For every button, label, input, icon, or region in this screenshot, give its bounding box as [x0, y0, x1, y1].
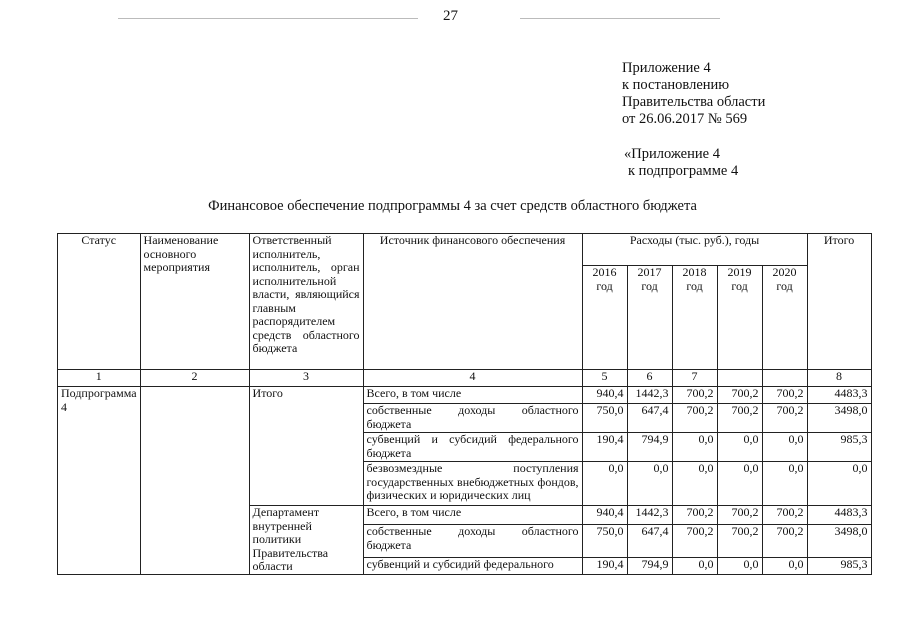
appendix-line-3: Правительства области	[622, 94, 766, 110]
column-number: 7	[672, 370, 717, 387]
header-activity-name: Наименование основного мероприятия	[140, 234, 249, 370]
table-row	[58, 387, 872, 404]
header-funding-source: Источник финансового обеспечения	[363, 234, 582, 370]
total-cell: 985,3	[807, 557, 871, 574]
table-header-row-1	[58, 234, 872, 266]
total-cell: 0,0	[807, 462, 871, 506]
column-number: 4	[363, 370, 582, 387]
value-cell: 750,0	[582, 404, 627, 433]
inner-appendix-line-2: к подпрограмме 4	[628, 163, 739, 179]
value-cell: 700,2	[717, 404, 762, 433]
column-number	[717, 370, 762, 387]
column-number: 2	[140, 370, 249, 387]
appendix-line-1: Приложение 4	[622, 60, 711, 76]
value-cell: 700,2	[672, 525, 717, 558]
header-year: 2020 год	[762, 266, 807, 370]
source-cell: субвенций и субсидий федерального бюджета	[363, 433, 582, 462]
source-cell: собственные доходы областного бюджета	[363, 404, 582, 433]
value-cell: 0,0	[627, 462, 672, 506]
value-cell: 647,4	[627, 525, 672, 558]
value-cell: 0,0	[672, 462, 717, 506]
appendix-line-4: от 26.06.2017 № 569	[622, 111, 748, 127]
value-cell: 700,2	[762, 404, 807, 433]
value-cell: 0,0	[582, 462, 627, 506]
executor-cell: Итого	[249, 387, 363, 506]
column-number: 8	[807, 370, 871, 387]
value-cell: 700,2	[672, 506, 717, 525]
header-expenses: Расходы (тыс. руб.), годы	[582, 234, 807, 266]
document-title: Финансовое обеспечение подпрограммы 4 за счет средств областного бюджета	[208, 198, 697, 214]
source-cell: собственные доходы областного бюджета	[363, 525, 582, 558]
value-cell: 0,0	[672, 557, 717, 574]
column-numbers-row	[58, 370, 872, 387]
value-cell: 1442,3	[627, 387, 672, 404]
appendix-line-2: к постановлению	[622, 77, 730, 93]
value-cell: 700,2	[762, 525, 807, 558]
column-number: 5	[582, 370, 627, 387]
value-cell: 940,4	[582, 506, 627, 525]
header-year: 2016 год	[582, 266, 627, 370]
total-cell: 4483,3	[807, 387, 871, 404]
value-cell: 700,2	[762, 506, 807, 525]
header-status: Статус	[58, 234, 141, 370]
source-cell: Всего, в том числе	[363, 506, 582, 525]
value-cell: 0,0	[762, 462, 807, 506]
column-number: 6	[627, 370, 672, 387]
value-cell: 0,0	[762, 433, 807, 462]
value-cell: 700,2	[762, 387, 807, 404]
value-cell: 700,2	[717, 506, 762, 525]
value-cell: 0,0	[717, 462, 762, 506]
value-cell: 0,0	[762, 557, 807, 574]
value-cell: 940,4	[582, 387, 627, 404]
total-cell: 985,3	[807, 433, 871, 462]
value-cell: 1442,3	[627, 506, 672, 525]
financing-table	[57, 233, 872, 575]
header-year: 2019 год	[717, 266, 762, 370]
value-cell: 794,9	[627, 433, 672, 462]
column-number	[762, 370, 807, 387]
scan-artifact-line-right	[520, 18, 720, 19]
value-cell: 700,2	[717, 387, 762, 404]
inner-appendix-block	[624, 146, 738, 180]
source-cell: безвозмездные поступления государственных внебюджетных фондов, физических и юридических лиц	[363, 462, 582, 506]
value-cell: 190,4	[582, 557, 627, 574]
source-cell: субвенций и субсидий федерального	[363, 557, 582, 574]
appendix-block	[622, 60, 765, 128]
activity-name-cell	[140, 387, 249, 575]
value-cell: 0,0	[717, 557, 762, 574]
column-number: 1	[58, 370, 141, 387]
scan-artifact-line	[118, 18, 418, 19]
header-year: 2017 год	[627, 266, 672, 370]
header-total: Итого	[807, 234, 871, 370]
value-cell: 0,0	[717, 433, 762, 462]
value-cell: 700,2	[717, 525, 762, 558]
value-cell: 0,0	[672, 433, 717, 462]
value-cell: 794,9	[627, 557, 672, 574]
value-cell: 700,2	[672, 387, 717, 404]
header-executor: Ответственный исполнитель, исполнитель, орган исполнительной власти, являющийся главным распорядителем средств областного бюджета	[249, 234, 363, 370]
value-cell: 647,4	[627, 404, 672, 433]
source-cell: Всего, в том числе	[363, 387, 582, 404]
total-cell: 4483,3	[807, 506, 871, 525]
column-number: 3	[249, 370, 363, 387]
header-year: 2018 год	[672, 266, 717, 370]
value-cell: 750,0	[582, 525, 627, 558]
page-number: 27	[443, 8, 458, 24]
total-cell: 3498,0	[807, 404, 871, 433]
total-cell: 3498,0	[807, 525, 871, 558]
executor-cell: Департамент внутренней политики Правительства области	[249, 506, 363, 575]
inner-appendix-line-1: «Приложение 4	[624, 146, 720, 162]
status-cell: Подпрограмма 4	[58, 387, 141, 575]
value-cell: 190,4	[582, 433, 627, 462]
value-cell: 700,2	[672, 404, 717, 433]
